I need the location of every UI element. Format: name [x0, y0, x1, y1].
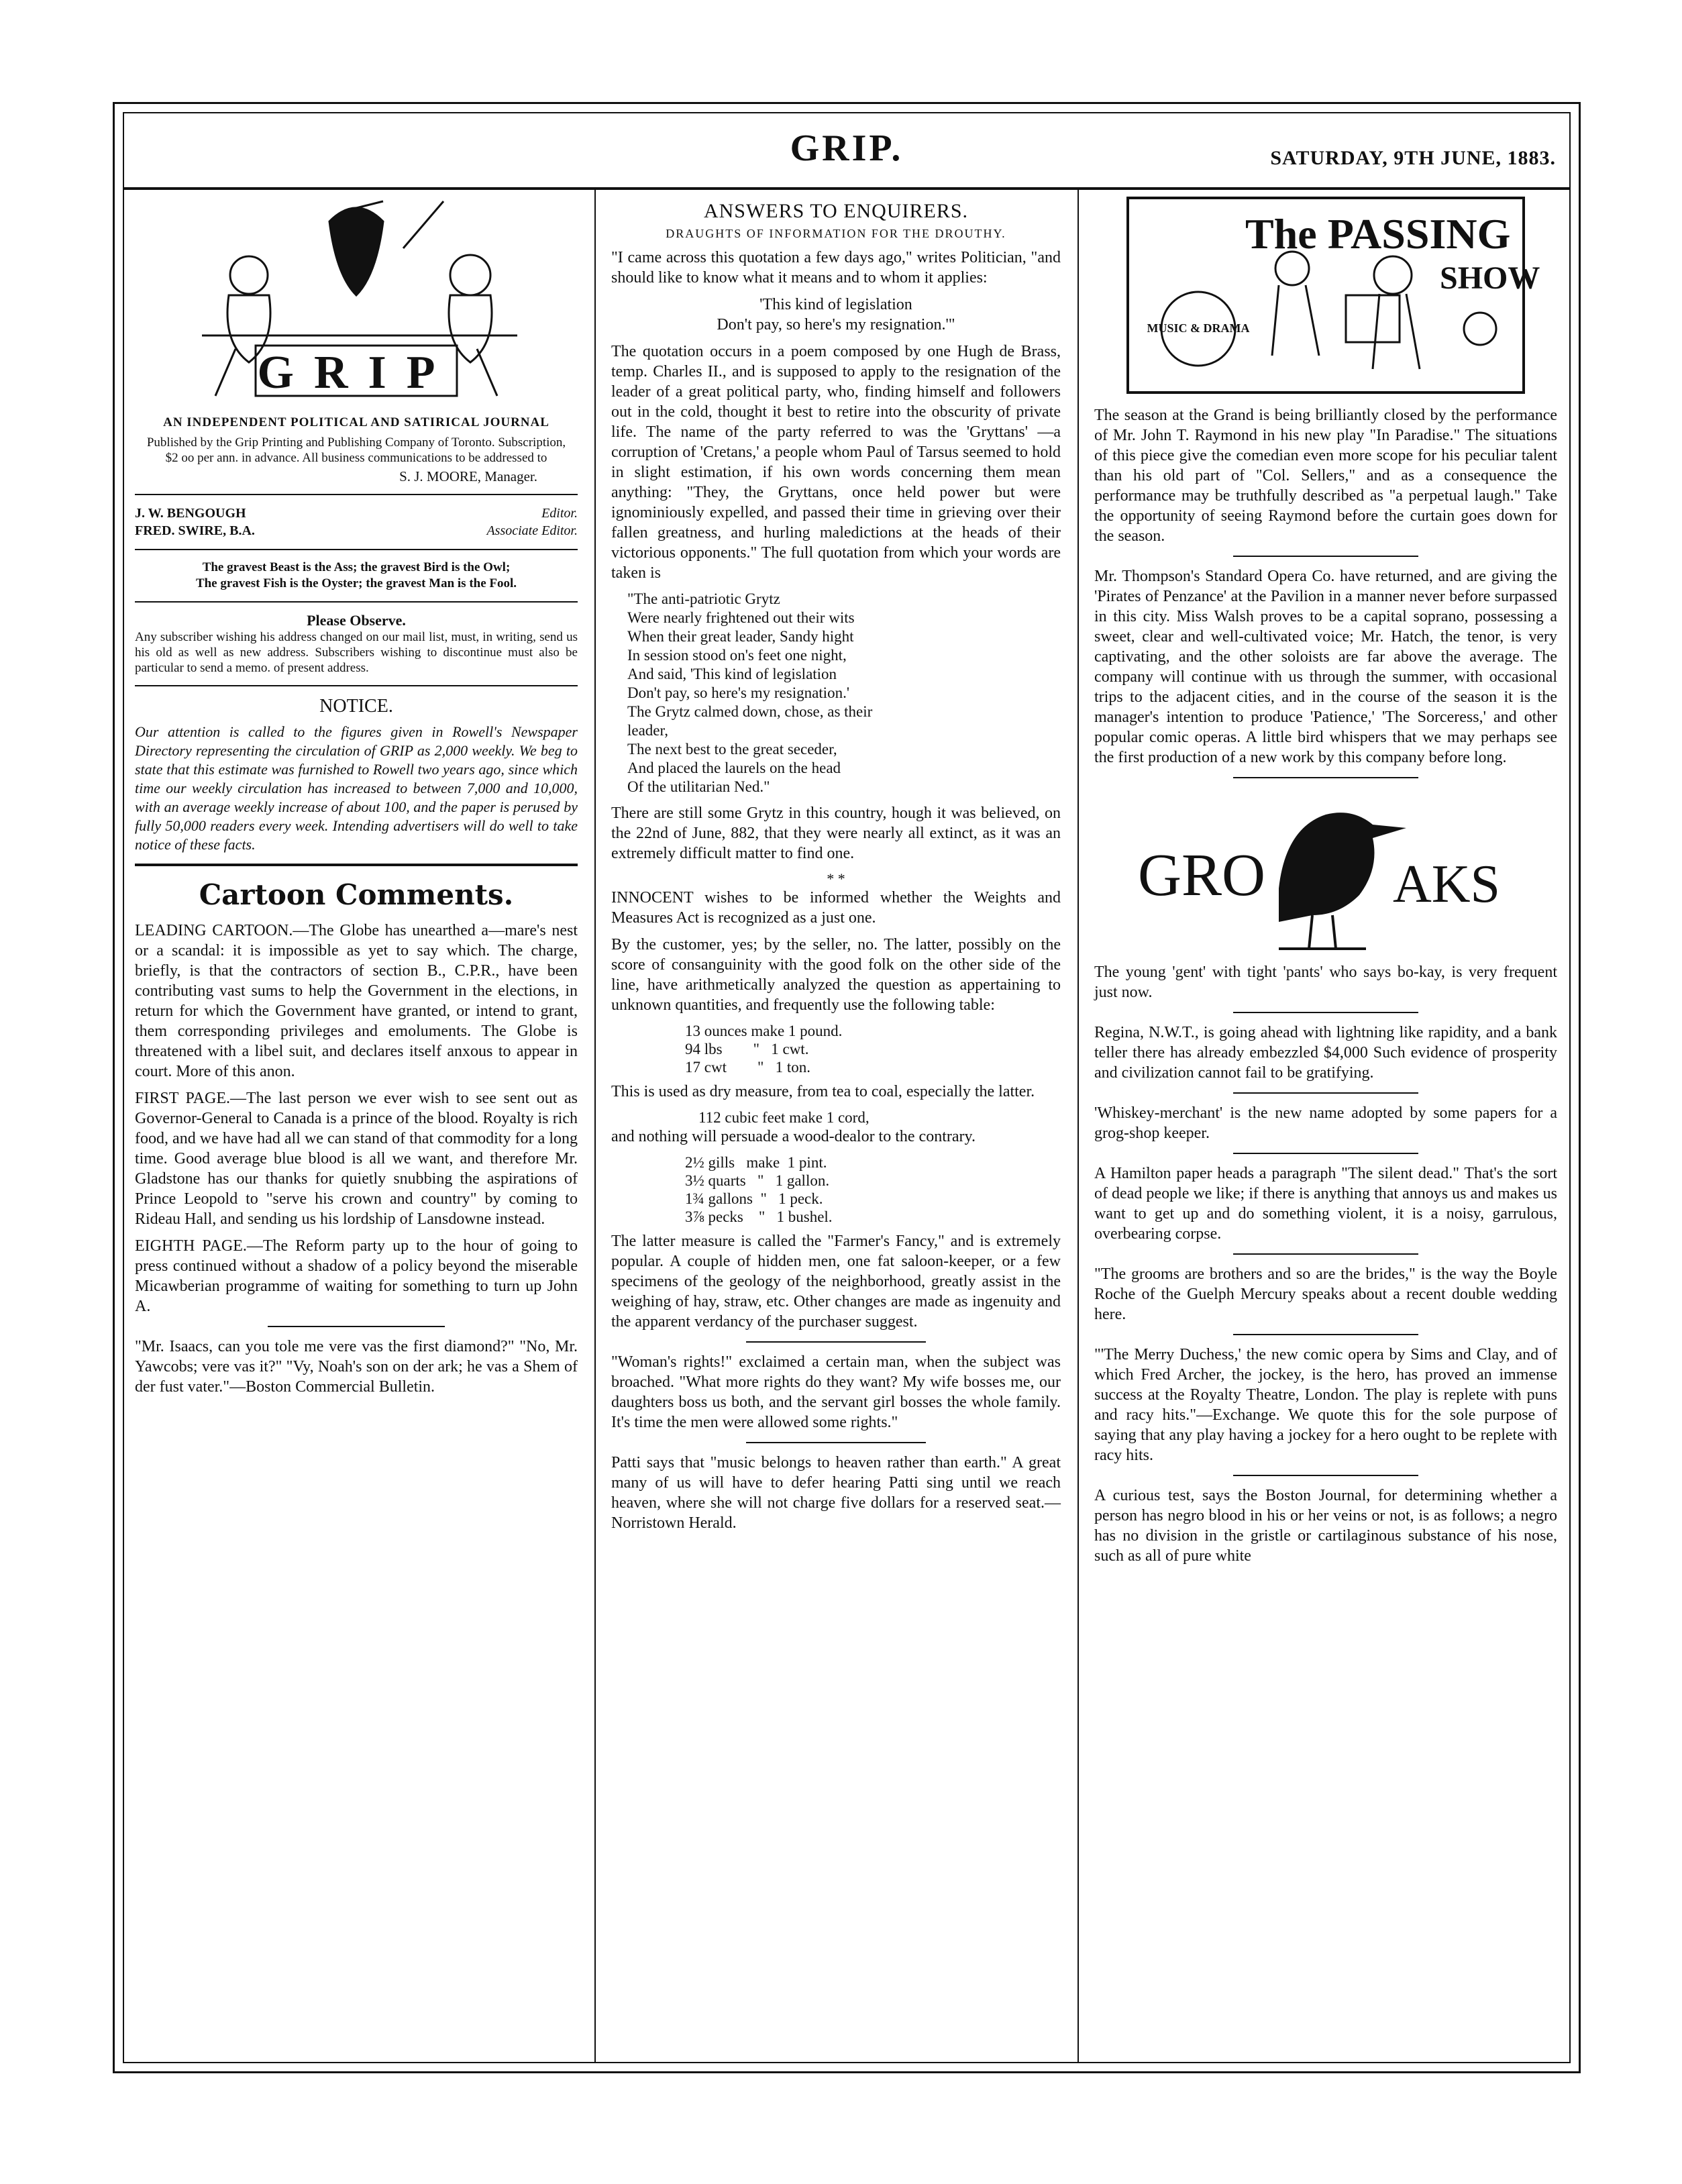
divider [135, 864, 578, 866]
passing-show-title: The PASSING [1245, 210, 1511, 258]
divider [1233, 777, 1418, 778]
answers-quote [611, 295, 1061, 335]
measure-row: 17 cwt " 1 ton. [685, 1059, 810, 1076]
answers-subtitle: DRAUGHTS OF INFORMATION FOR THE DROUTHY. [666, 227, 1006, 240]
measure-row: 13 ounces make 1 pound. [685, 1023, 843, 1039]
verse-line: When their great leader, Sandy hight [627, 628, 854, 645]
verse-line: leader, [627, 722, 669, 739]
grand-season-paragraph: The season at the Grand is being brilliantly closed by the performance of Mr. John T. Raymond in his new play "In Paradise." The situations of this piece give the comedian even more scope for his peculiar talent than his old part of "Col. Sellers," and as a consequence the performance may be truthfully described as "a perpetual laugh." Take the opportunity of seeing Raymond before the curtain goes down for the season. [1094, 407, 1557, 545]
section-stars: * * [827, 870, 845, 887]
verse-line: Of the utilitarian Ned." [627, 778, 770, 795]
croaks-paragraph-4: A Hamilton paper heads a paragraph "The silent dead." That's the sort of dead people we like; if there is anything that annoys us and makes us want to get up and do something violent, it is a noisy, garrulous, overbearing corpse. [1094, 1165, 1557, 1243]
measure-table-2 [611, 1153, 1061, 1226]
measure-row: 1¾ gallons " 1 peck. [685, 1190, 823, 1207]
measure-row: 3⅞ pecks " 1 bushel. [685, 1208, 833, 1225]
answers-paragraph-1: "I came across this quotation a few days ago," writes Politician, "and should like to know what it means and to whom it applies: [611, 249, 1061, 287]
measure-row: 3½ quarts " 1 gallon. [685, 1172, 830, 1189]
verse-line: In session stood on's feet one night, [627, 647, 847, 664]
newspaper-title: GRIP. [790, 127, 904, 169]
column-rule-2 [1077, 190, 1079, 2062]
measure-row: 94 lbs " 1 cwt. [685, 1041, 809, 1057]
first-page-text: —The last person we ever wish to see sent out as Governor-General to Canada is a prince of the blood. Royalty is rich food, and we have had all we can stand of that commodity for a long time. Good average blue blood is all we want, and therefore Mr. Gladstone has our thanks for quietly snubbing the aspirations of Prince Leopold to "serve his crown and country" by coming to Rideau Hall, and sending us his lordship of Lansdowne instead. [135, 1090, 578, 1228]
notice-title: NOTICE. [319, 696, 393, 717]
croaks-paragraph-5: "The grooms are brothers and so are the brides," is the way the Boyle Roche of the Guelph Mercury speaks about a recent double wedding here. [1094, 1265, 1557, 1323]
croaks-title-left: GRO [1138, 842, 1266, 908]
divider [135, 601, 578, 603]
cartoon-comments-title: Cartoon Comments. [199, 878, 514, 911]
answers-paragraph-2: The quotation occurs in a poem composed by one Hugh de Brass, temp. Charles II., and is supposed to apply to the resignation of the leader of a great political party, who, finding himself and followers out in the cold, thought it best to retire into the obscurity of private life. The name of the party referred to was the 'Gryttans' —a corruption of 'Cretans,' a people whom Paul of Tarsus seemed to hold in slight estimation, if his own words concerning them mean anything: "They, the Gryttans, once held power but were ignominiously expelled, and passed their time in grieving over their fallen greatness, and hurling maledictions at the heads of their victorious opponents." The full quotation from which your words are taken is [611, 343, 1061, 582]
issue-date: SATURDAY, 9TH JUNE, 1883. [1270, 147, 1556, 169]
masthead-illustration [155, 195, 558, 409]
divider [746, 1341, 926, 1343]
masthead-tagline: AN INDEPENDENT POLITICAL AND SATIRICAL JOURNAL [163, 415, 549, 429]
answers-paragraph-8: and nothing will persuade a wood-dealor to the contrary. [611, 1128, 976, 1145]
passing-show-subtitle: SHOW [1440, 260, 1540, 296]
divider [1233, 1475, 1418, 1476]
column-left [135, 195, 578, 2059]
verse-line: And placed the laurels on the head [627, 760, 841, 776]
motto-line-2: The gravest Fish is the Oyster; the gravest Man is the Fool. [195, 576, 517, 590]
first-page-paragraph [135, 1088, 578, 1229]
eighth-page-label: EIGHTH PAGE. [135, 1237, 247, 1255]
page-frame [113, 102, 1581, 2073]
answers-paragraph-4: INNOCENT wishes to be informed whether the Weights and Measures Act is recognized as a just one. [611, 889, 1061, 927]
answers-title: ANSWERS TO ENQUIRERS. [703, 200, 969, 222]
measure-table-1 [611, 1022, 1061, 1076]
croaks-paragraph-7: A curious test, says the Boston Journal, for determining whether a person has negro blood in his or her veins or not, is as follows; a negro has no division in the gristle or cartilaginous substance of his nose, such as all of pure white [1094, 1487, 1557, 1565]
verse-line: And said, 'This kind of legislation [627, 666, 837, 682]
publisher-info: Published by the Grip Printing and Publishing Company of Toronto. Subscription, $2 oo per ann. in advance. All business communications to be addressed to [146, 435, 566, 465]
divider [1233, 556, 1418, 557]
eighth-page-text: —The Reform party up to the hour of going to press continued without a shadow of a policy beyond the miserable Micawberian programme of waiting for something to turn up John A. [135, 1237, 578, 1315]
crow-icon [1279, 813, 1406, 922]
divider [268, 1326, 445, 1327]
verse-line: The next best to the great seceder, [627, 741, 837, 758]
leading-cartoon-text: —The Globe has unearthed a—mare's nest or a scandal: it is impossible as yet to say which. The charge, briefly, is that the contractors of section B., C.P.R., have been contributing vast sums to help the Government in the elections, in return for which the Government have granted, or intend to grant, them corresponding privileges and emoluments. The Globe is threatened with a libel suit, and declares itself anxous to appear in court. More of this anon. [135, 922, 578, 1080]
divider [746, 1442, 926, 1443]
leading-cartoon-label: LEADING CARTOON. [135, 922, 293, 939]
croaks-title-right: AKS [1393, 855, 1501, 914]
masthead-logo: GRIP [257, 347, 456, 399]
grytz-verse [611, 590, 1061, 796]
verse-line: Don't pay, so here's my resignation.' [627, 684, 849, 701]
croaks-paragraph-1: The young 'gent' with tight 'pants' who says bo-kay, is very frequent just now. [1094, 964, 1557, 1001]
croaks-paragraph-6: "'The Merry Duchess,' the new comic opera by Sims and Clay, and of which Fred Archer, the jockey, is the hero, has proved an immense success at the Royalty Theatre, London. The play is replete with puns and racy hits."—Exchange. We quote this for the sole purpose of saying that any play having a jockey for a hero ought to be replete with racy hits. [1094, 1346, 1557, 1464]
divider [1233, 1153, 1418, 1154]
croaks-paragraph-2: Regina, N.W.T., is going ahead with lightning like rapidity, and a bank teller there has already embezzled $4,000 Such evidence of prosperity and civilization cannot fail to be gratifying. [1094, 1024, 1557, 1082]
divider [1233, 1253, 1418, 1255]
eighth-page-paragraph [135, 1236, 578, 1316]
drum-label: MUSIC & DRAMA [1147, 321, 1250, 335]
answers-paragraph-6: This is used as dry measure, from tea to coal, especially the latter. [611, 1083, 1035, 1100]
page-header [124, 113, 1569, 190]
divider [135, 685, 578, 686]
croaks-illustration [1124, 788, 1527, 955]
editor-credits [135, 505, 578, 539]
measure-row: 2½ gills make 1 pint. [685, 1154, 827, 1171]
please-observe-text: Any subscriber wishing his address changed on our mail list, must, in writing, send us his old as well as new address. Subscribers wishing to discontinue must also be particular to send a memo. of present address. [135, 630, 578, 675]
answers-paragraph-5: By the customer, yes; by the seller, no. The latter, possibly on the score of consanguinity with the good folk on the other side of the line, have arithmetically analyzed the question as appertaining to unknown quantities, and frequently use the following table: [611, 936, 1061, 1014]
patti-paragraph: Patti says that "music belongs to heaven rather than earth." A great many of us will have to defer hearing Patti sing until we reach heaven, where she will not charge five dollars for a reserved seat.—Norristown Herald. [611, 1454, 1061, 1532]
divider [135, 494, 578, 495]
answers-paragraph-3: There are still some Grytz in this country, hough it was believed, on the 22nd of June, 882, that they were nearly all extinct, as it was an extremely difficult matter to find one. [611, 804, 1061, 862]
column-rule-1 [594, 190, 596, 2062]
verse-line: Were nearly frightened out their wits [627, 609, 855, 626]
column-right [1094, 195, 1557, 2059]
cord-line: 112 cubic feet make 1 cord, [698, 1109, 870, 1126]
manager-line: S. J. MOORE, Manager. [399, 468, 537, 484]
isaacs-joke: "Mr. Isaacs, can you tole me vere vas the first diamond?" "No, Mr. Yawcobs; vere vas it?" "Vy, Noah's son on der ark; he vas a Shem of der fust vater."—Boston Commercial Bulletin. [135, 1338, 578, 1396]
editor-name: J. W. BENGOUGH [135, 506, 246, 521]
verse-line: The Grytz calmed down, chose, as their [627, 703, 873, 720]
divider [1233, 1334, 1418, 1335]
verse-line: "The anti-patriotic Grytz [627, 590, 780, 607]
notice-text: Our attention is called to the figures given in Rowell's Newspaper Directory representing the circulation of GRIP as 2,000 weekly. We beg to state that this estimate was furnished to Rowell two years ago, since which time our weekly circulation has increased to between 7,000 and 10,000, with an average weekly increase of about 100, and the paper is perused by fully 50,000 readers every week. Intending advertisers will do well to take notice of these facts. [135, 723, 578, 853]
divider [135, 549, 578, 550]
passing-show-illustration [1124, 195, 1540, 396]
answers-quote-line-2: Don't pay, so here's my resignation.'" [717, 316, 955, 333]
croaks-paragraph-3: 'Whiskey-merchant' is the new name adopted by some papers for a grog-shop keeper. [1094, 1104, 1557, 1142]
column-middle [611, 195, 1061, 2059]
editor-role: Editor. [541, 506, 578, 521]
opera-company-paragraph: Mr. Thompson's Standard Opera Co. have returned, and are giving the 'Pirates of Penzance' at the Pavilion in a manner never before surpassed in this city. Miss Walsh proves to be a capital soprano, possessing a sweet, clear and well-cultivated voice; Mr. Hatch, the tenor, is very captivating, and the other soloists are far above the average. The company will continue with us through the summer, with occasional trips to the adjacent cities, and in the course of the season it is the manager's intention to produce 'Patience,' 'The Sorceress,' and other popular comic operas. A little bird whispers that we may perhaps see the first production of a new work by this company before long. [1094, 568, 1557, 766]
divider [1233, 1012, 1418, 1013]
associate-editor-name: FRED. SWIRE, B.A. [135, 523, 255, 538]
associate-editor-role: Associate Editor. [486, 523, 578, 538]
motto-line-1: The gravest Beast is the Ass; the gravest Bird is the Owl; [202, 560, 511, 574]
motto [135, 560, 578, 592]
divider [1233, 1092, 1418, 1094]
womans-rights-paragraph: "Woman's rights!" exclaimed a certain man, when the subject was broached. "What more rights do they want? My wife bosses me, our daughters boss us both, and the servant girl bosses the whole family. It's time the men were allowed some rights." [611, 1353, 1061, 1431]
first-page-label: FIRST PAGE. [135, 1090, 231, 1107]
answers-quote-line-1: 'This kind of legislation [759, 296, 912, 313]
please-observe-title: Please Observe. [307, 612, 406, 629]
answers-paragraph-9: The latter measure is called the "Farmer's Fancy," and is extremely popular. A couple of hidden men, one fat saloon-keeper, or a few specimens of the geology of the neighborhood, greatly assist in the weighing of hay, straw, etc. Other changes are made as ingenuity and the apparent verdancy of the purchaser suggest. [611, 1233, 1061, 1331]
leading-cartoon-paragraph [135, 921, 578, 1082]
